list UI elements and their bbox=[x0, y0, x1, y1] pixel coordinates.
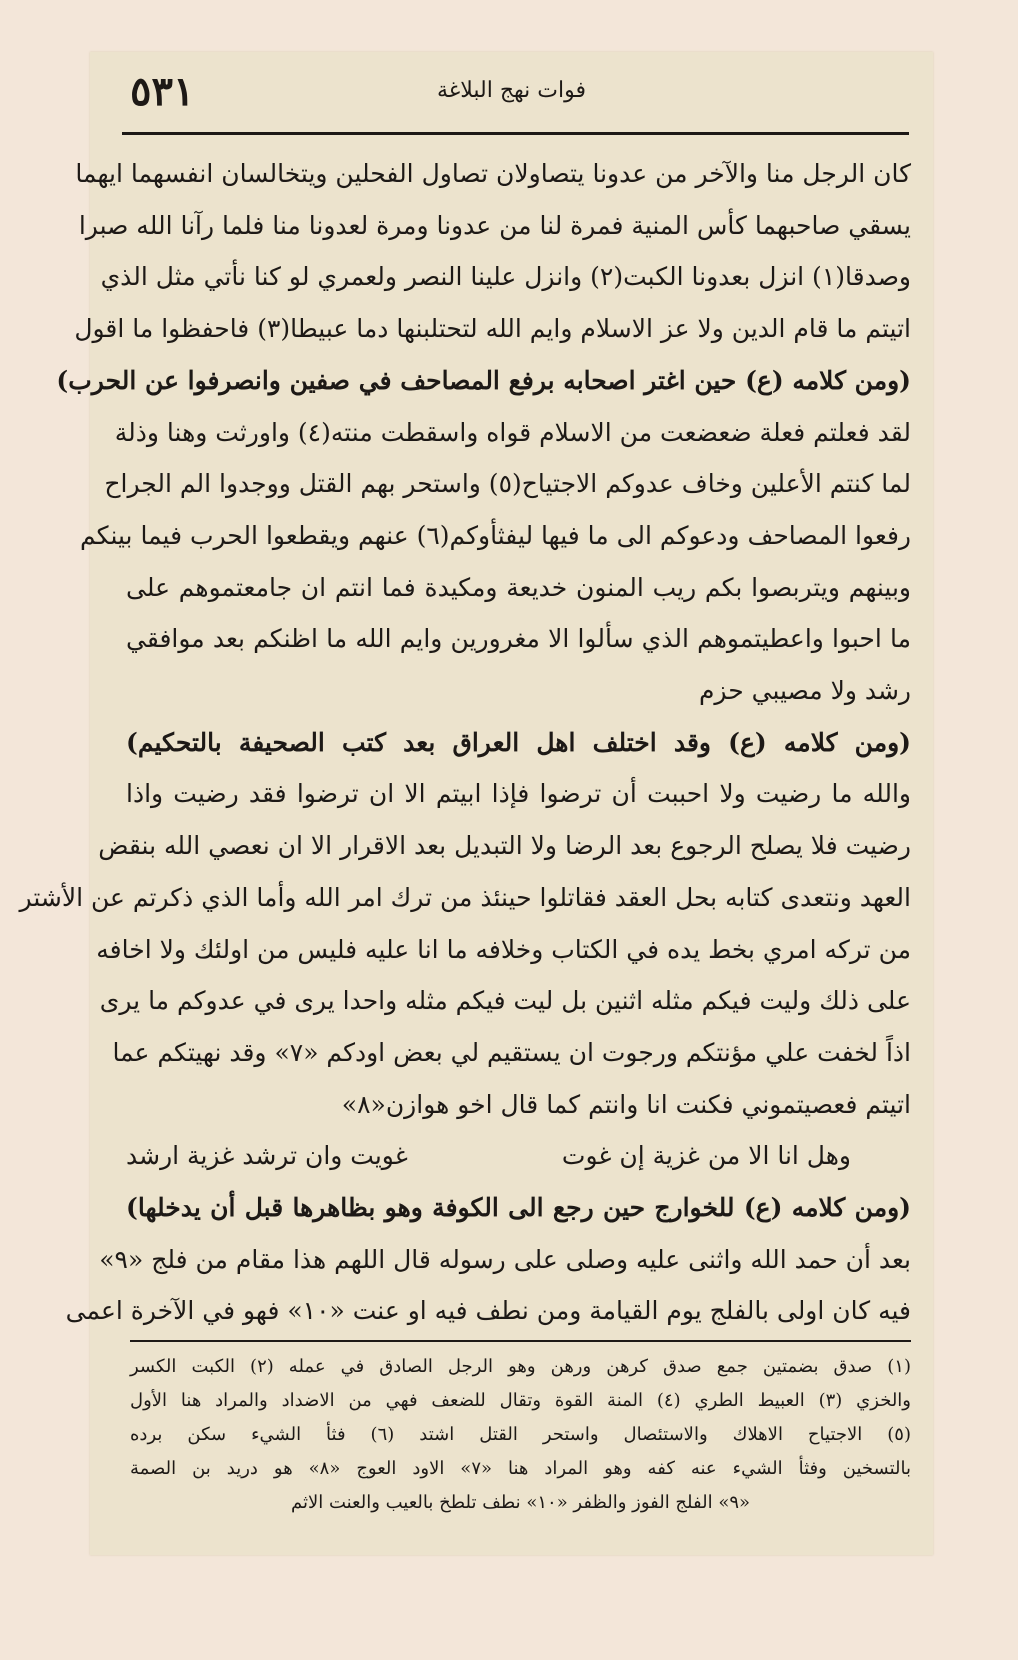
header-rule bbox=[122, 132, 909, 135]
text-line: وصدقا(١) انزل بعدونا الكبت(٢) وانزل علينا النصر ولعمري لو كنا نأتي مثل الذي bbox=[100, 262, 911, 292]
text-line: اذاً لخفت علي مؤنتكم ورجوت ان يستقيم لي بعض اودكم «٧» وقد نهيتكم عما bbox=[112, 1037, 911, 1067]
book-page bbox=[19, 52, 933, 1555]
footnote-line: والخزي (٣) العبيط الطري (٤) المنة القوة وتقال للضعف فهي من الاضداد والمراد هنا الأول bbox=[130, 1390, 911, 1411]
footnote-line: (٥) الاجتياح الاهلاك والاستئصال واستحر القتل اشتد (٦) فثأ الشيء سكن برده bbox=[130, 1424, 911, 1445]
text-line: رضيت فلا يصلح الرجوع بعد الرضا ولا التبديل بعد الاقرار الا ان نعصي الله بنقض bbox=[98, 831, 911, 861]
text-line: بعد أن حمد الله واثنى عليه وصلى على رسوله قال اللهم هذا مقام من فلج «٩» bbox=[99, 1244, 911, 1274]
main-text bbox=[19, 148, 911, 1337]
running-title: فوات نهج البلاغة bbox=[436, 78, 587, 103]
text-line: وبينهم ويتربصوا بكم ريب المنون خديعة ومكيدة فما انتم ان جامعتموهم على bbox=[126, 572, 911, 602]
text-line: العهد ونتعدى كتابه بحل العقد فقاتلوا حينئذ من ترك امر الله وأما الذي ذكرتم عن الأشتر bbox=[19, 882, 911, 912]
page-header bbox=[130, 68, 893, 116]
text-line: يسقي صاحبهما كأس المنية فمرة لنا من عدونا ومرة لعدونا منا فلما رآنا الله صبرا bbox=[78, 210, 911, 240]
text-line: لما كنتم الأعلين وخاف عدوكم الاجتياح(٥) واستحر بهم القتل ووجدوا الم الجراح bbox=[104, 469, 911, 499]
footnote-line: (١) صدق بضمتين جمع صدق كرهن ورهن وهو الرجل الصادق في عمله (٢) الكبت الكسر bbox=[130, 1356, 911, 1377]
text-line: فيه كان اولى بالفلج يوم القيامة ومن نطف فيه او عنت «١٠» فهو في الآخرة اعمى bbox=[65, 1296, 911, 1326]
text-line: على ذلك وليت فيكم مثله اثنين بل ليت فيكم مثله واحدا يرى في عدوكم ما يرى bbox=[99, 986, 911, 1016]
text-line: ما احبوا واعطيتموهم الذي سألوا الا مغرورين وايم الله ما اظنكم بعد موافقي bbox=[126, 624, 911, 654]
section-heading: (ومن كلامه (ع) وقد اختلف اهل العراق بعد كتب الصحيفة بالتحكيم) bbox=[126, 727, 911, 757]
text-line: رفعوا المصاحف ودعوكم الى ما فيها ليفثأوكم(٦) عنهم ويقطعوا الحرب فيما بينكم bbox=[80, 520, 911, 550]
text-line: كان الرجل منا والآخر من عدونا يتصاولان تصاول الفحلين ويتخالسان انفسهما ايهما bbox=[75, 159, 911, 188]
text-line: من تركه امري بخط يده في الكتاب وخلافه ما انا عليه فليس من اولئك ولا اخافه bbox=[96, 934, 911, 964]
text-line: والله ما رضيت ولا احببت أن ترضوا فإذا ابيتم الا ان ترضوا فقد رضيت واذا bbox=[126, 779, 911, 809]
scanned-page bbox=[19, 52, 933, 1555]
section-heading: (ومن كلامه (ع) للخوارج حين رجع الى الكوفة وهو بظاهرها قبل أن يدخلها) bbox=[126, 1193, 911, 1223]
footnotes bbox=[130, 1350, 911, 1520]
footnote-line: «٩» الفلج الفوز والظفر «١٠» نطف تلطخ بالعيب والعنت الاثم bbox=[290, 1492, 751, 1513]
footnote-rule bbox=[130, 1340, 911, 1342]
text-line: اتيتم ما قام الدين ولا عز الاسلام وايم الله لتحتلبنها دما عبيطا(٣) فاحفظوا ما اقول bbox=[74, 314, 911, 344]
text-line: رشد ولا مصيبي حزم bbox=[698, 676, 911, 706]
footnote-line: بالتسخين وفثأ الشيء عنه كفه وهو المراد هنا «٧» الاود العوج «٨» هو دريد بن الصمة bbox=[130, 1458, 911, 1479]
text-line: لقد فعلتم فعلة ضعضعت من الاسلام قواه واسقطت منته(٤) واورثت وهنا وذلة bbox=[114, 417, 911, 447]
verse-second-hemistich: غويت وان ترشد غزية ارشد bbox=[126, 1141, 408, 1171]
poetry-verse bbox=[126, 1130, 911, 1182]
text-line: اتيتم فعصيتموني فكنت انا وانتم كما قال اخو هوازن«٨» bbox=[341, 1089, 911, 1119]
verse-first-hemistich: وهل انا الا من غزية إن غوت bbox=[561, 1141, 851, 1171]
page-number: ٥٣١ bbox=[130, 68, 195, 115]
section-heading: (ومن كلامه (ع) حين اغتر اصحابه برفع المصاحف في صفين وانصرفوا عن الحرب) bbox=[56, 365, 911, 395]
